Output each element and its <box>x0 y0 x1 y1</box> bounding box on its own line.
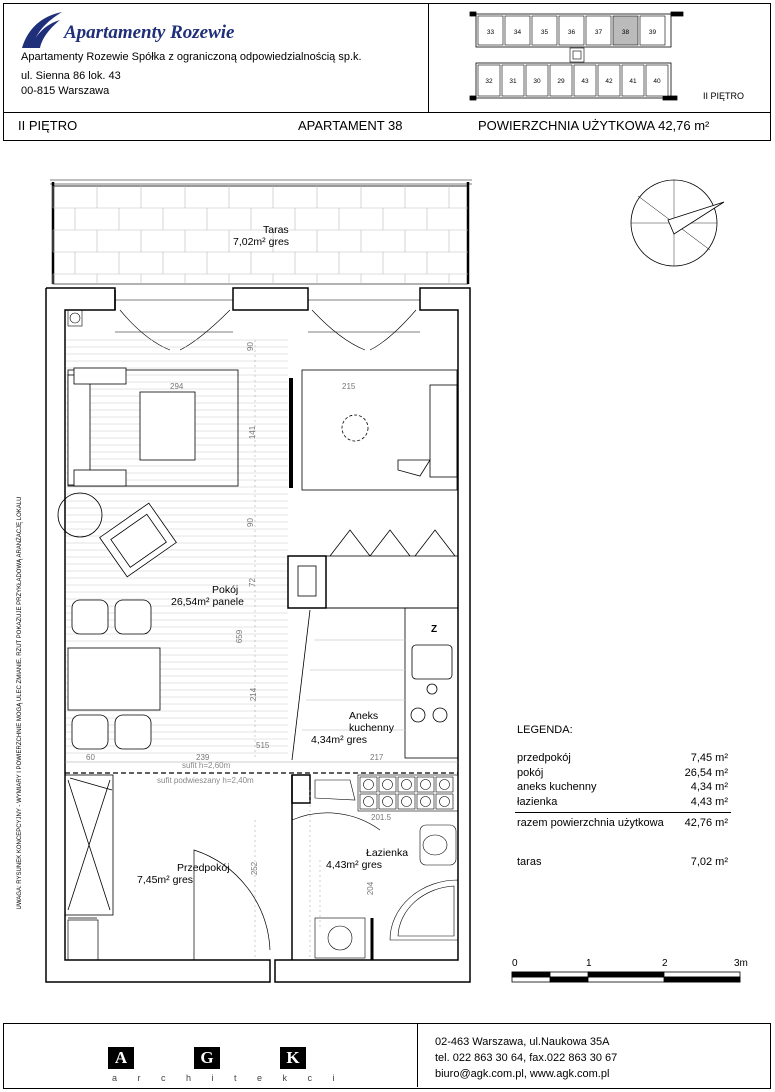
dim-2015: 201.5 <box>371 813 392 822</box>
architect-contact: biuro@agk.com.pl, www.agk.com.pl <box>435 1068 610 1080</box>
dim-515: 515 <box>256 741 270 750</box>
dim-214: 214 <box>249 687 259 702</box>
footer-divider <box>417 1023 418 1087</box>
side-note: UWAGA: RYSUNEK KONCEPCYJNY - WYMIARY I POWIERZCHNIE MOGĄ ULEC ZMIANIE. RZUT POKAZUJE PRZYKŁADOWĄ ARANŻACJĘ LOKALU <box>17 496 23 910</box>
architect-logo <box>102 1047 312 1069</box>
room-label-przedpokoj: Przedpokój <box>177 862 230 874</box>
key-plan-unit-label: 30 <box>533 78 541 85</box>
dim-141: 141 <box>248 425 258 440</box>
key-plan-unit-label: 43 <box>581 78 589 85</box>
scale-bar <box>510 970 742 986</box>
logo-text: Apartamenty Rozewie <box>64 22 235 43</box>
legend-total-value: 42,76 m² <box>684 817 728 829</box>
legend-total-label: razem powierzchnia użytkowa <box>517 817 664 829</box>
logo-mark-icon <box>20 10 64 50</box>
north-arrow-icon <box>628 176 728 276</box>
room-label-taras: Taras <box>263 224 289 236</box>
key-plan-unit-label: 36 <box>567 29 576 36</box>
dim-90b: 90 <box>245 518 255 527</box>
scale-tick-label: 3m <box>734 958 748 969</box>
fridge-mark: Z <box>431 624 438 635</box>
key-plan-floor-label: II PIĘTRO <box>703 91 745 101</box>
architect-subtitle: a r c h i t e k c i <box>112 1073 344 1083</box>
architect-letter-a: A <box>114 1048 128 1067</box>
key-plan-unit-label: 32 <box>485 78 493 85</box>
ceiling-note-1: sufit h=2,60m <box>182 761 231 770</box>
legend-row-label: łazienka <box>517 795 558 808</box>
architect-address: 02-463 Warszawa, ul.Naukowa 35A <box>435 1036 610 1048</box>
dim-239: 239 <box>196 753 210 762</box>
legend-title: LEGENDA: <box>517 724 573 736</box>
legend-terrace-value: 7,02 m² <box>690 856 728 868</box>
legend-row-label: aneks kuchenny <box>517 781 597 793</box>
scale-tick-label: 2 <box>662 958 668 969</box>
legend-row-label: przedpokój <box>517 752 571 764</box>
title-floor: II PIĘTRO <box>18 118 78 133</box>
dim-659: 659 <box>235 629 245 644</box>
legend-terrace-label: taras <box>517 856 542 868</box>
header-divider <box>428 3 429 112</box>
architect-phone: tel. 022 863 30 64, fax.022 863 30 67 <box>435 1052 618 1064</box>
legend-row-value: 7,45 m² <box>690 752 728 764</box>
key-plan-unit-label: 31 <box>509 78 517 85</box>
key-plan-unit-label: 33 <box>486 29 495 36</box>
key-plan-unit-label: 39 <box>648 29 657 36</box>
walls <box>46 288 470 982</box>
dim-204: 204 <box>366 881 376 896</box>
scale-tick-label: 1 <box>586 958 592 969</box>
architect-letter-k: K <box>286 1048 300 1067</box>
legend-row-label: pokój <box>517 766 544 779</box>
room-label-pokoj: Pokój <box>212 584 239 596</box>
key-plan-unit-label: 29 <box>557 78 565 85</box>
room-label-lazienka: Łazienka <box>366 847 409 859</box>
legend-separator <box>515 812 731 813</box>
dim-60: 60 <box>86 753 95 762</box>
dim-90a: 90 <box>245 342 255 351</box>
terrace <box>50 180 472 284</box>
key-plan-unit-label: 40 <box>653 78 661 85</box>
dim-252: 252 <box>250 861 260 876</box>
ceiling-note-2: sufit podwieszany h=2,40m <box>157 776 254 785</box>
architect-letter-g: G <box>200 1048 214 1067</box>
room-area-lazienka: 4,43m² gres <box>326 859 383 871</box>
key-plan-unit-label: 41 <box>629 78 637 85</box>
key-plan-unit-label: 35 <box>540 29 549 36</box>
room-label-aneks: Aneks kuchenny <box>349 710 394 734</box>
legend-row-value: 26,54 m² <box>684 766 728 779</box>
company-name: Apartamenty Rozewie Spółka z ograniczoną odpowiedzialnością sp.k. <box>21 51 362 63</box>
key-plan-unit-label: 37 <box>594 29 603 36</box>
title-area: POWIERZCHNIA UŻYTKOWA 42,76 m² <box>478 118 710 133</box>
dim-72: 72 <box>247 578 257 587</box>
legend-row-value: 4,43 m² <box>690 795 728 808</box>
key-plan-unit-label: 42 <box>605 78 613 85</box>
company-address-street: ul. Sienna 86 lok. 43 <box>21 70 121 82</box>
room-area-aneks: 4,34m² gres <box>311 734 368 746</box>
room-area-pokoj: 26,54m² panele <box>171 596 244 608</box>
dim-294: 294 <box>170 382 184 391</box>
key-plan-unit-label: 38 <box>621 29 630 36</box>
key-plan <box>466 8 696 106</box>
company-address-city: 00-815 Warszawa <box>21 85 110 97</box>
room-area-przedpokoj: 7,45m² gres <box>137 874 194 886</box>
dim-217: 217 <box>370 753 384 762</box>
key-plan-unit-label: 34 <box>513 29 522 36</box>
dim-215: 215 <box>342 382 356 391</box>
legend-row-value: 4,34 m² <box>690 781 728 793</box>
title-apartment: APARTAMENT 38 <box>298 118 403 133</box>
scale-tick-label: 0 <box>512 958 518 969</box>
room-area-taras: 7,02m² gres <box>233 236 290 248</box>
